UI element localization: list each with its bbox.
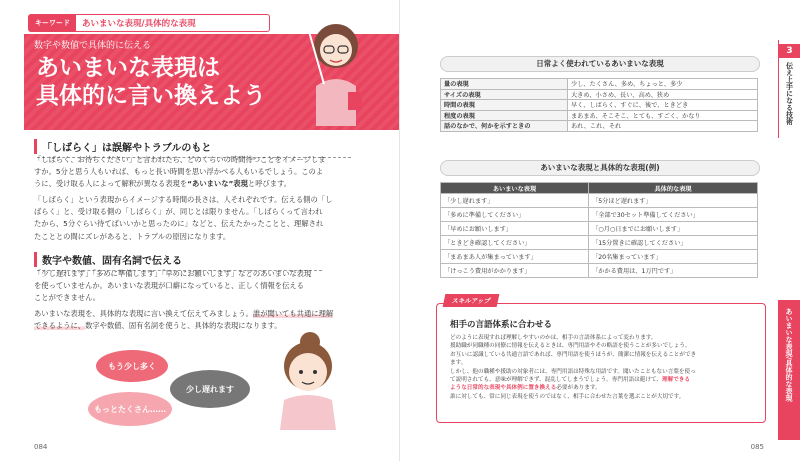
p1-line: すか。5分と思う人もいれば、もっと長い時間を思い浮かべる人もいるでしょう。このよ	[34, 167, 324, 177]
concrete-expression-cell: 「○月○日までにお願いします」	[589, 222, 758, 236]
p2-line: たこととの間にズレがあると、トラブルの原因になります。	[34, 231, 231, 241]
table1-examples: まあまあ、そこそこ、とても、すごく、かなり	[568, 110, 758, 121]
p1-line: 「しばらく、お待ちください」と言われたら、どのくらいの時間待つことをイメージしま	[34, 155, 326, 164]
concrete-expression-cell: 「全部で30セット準備してください」	[589, 208, 758, 222]
concrete-expression-cell: 「15分置きに確認してください」	[589, 236, 758, 250]
table2-header: あいまいな表現	[441, 183, 589, 194]
table1-category: 程度の表現	[441, 110, 568, 121]
skill-emphasis: ような日常的な表現や具体例に置き換える	[450, 385, 557, 392]
skill-up-text	[450, 334, 756, 401]
p1-text: うに、受け取る人によって解釈が異なる表現を	[34, 179, 188, 189]
table1-category: サイズの表現	[441, 89, 568, 100]
table1-category: 量の表現	[441, 79, 568, 90]
table2-row	[441, 194, 758, 208]
skill-line	[450, 384, 756, 392]
p4-text: 数字や数値、固有名詞を使うと、具体的な表現になります。	[85, 321, 282, 331]
table2-row	[441, 208, 758, 222]
skill-line: 誰に対しても、常に同じ表現を使うのではなく、相手に合わせた言葉を選ぶことが大切です。	[450, 393, 685, 400]
p2-line: ばらく」と、受け取る側の「しばらく」が、同じとは限りません。「しばらくって言われ	[34, 207, 323, 217]
paragraph-1	[34, 154, 376, 191]
section-title-text: 「しばらく」は誤解やトラブルのもと	[42, 143, 212, 154]
hero-subtitle: 数字や数値で具体的に伝える	[34, 41, 152, 51]
speech-bubble-more: もう少し多く	[96, 350, 168, 382]
section-title-shibaraku	[34, 139, 211, 154]
right-page	[400, 0, 800, 461]
table1-examples: 早く、しばらく、すぐに、後で、ときどき	[568, 100, 758, 111]
speech-bubble-lots: もっとたくさん……	[88, 392, 172, 426]
skill-text: 必要があります。	[556, 385, 601, 392]
skill-line: どのように表現すれば理解しやすいのかは、相手の言語体系によって変わります。	[450, 335, 657, 341]
vague-expression-cell: 「けっこう費用がかかります」	[441, 264, 589, 278]
table1-examples: 大きめ、小さめ、長い、高め、狭め	[568, 89, 758, 100]
vague-vs-concrete-table	[440, 182, 758, 278]
table1-examples: あれ、これ、それ	[568, 121, 758, 132]
vague-expression-cell: 「多めに準備してください」	[441, 208, 589, 222]
skill-line: 援助職が同職種の同僚に情報を伝えるときは、専門用語やその略語を使うことが多いでしょう。	[450, 343, 691, 350]
skill-line: お互いに認識している共通言語であれば、専門用語を使うほうが、簡潔に情報を伝えることができ	[450, 351, 697, 358]
chapter-tab	[778, 40, 800, 138]
table1-row	[441, 79, 758, 90]
keyword-text: あいまいな表現/具体的な表現	[82, 19, 196, 29]
p3-line: を使っていませんか。あいまいな表現が口癖になっていると、正しく情報を伝える	[34, 281, 304, 291]
table1-row	[441, 89, 758, 100]
concrete-expression-cell: 「かかる費用は、1万円です」	[589, 264, 758, 278]
table2-header: 具体的な表現	[589, 183, 758, 194]
section-title-text: 数字や数値、固有名詞で伝える	[42, 256, 182, 267]
vague-expression-cell: 「ときどき確認してください」	[441, 236, 589, 250]
teacher-illustration	[296, 16, 374, 126]
skill-text: て説明されても、意味が理解できず、混乱してしまうでしょう。専門用語は避けて、	[450, 377, 663, 384]
chapter-label: 伝え上手になる技術	[785, 62, 794, 125]
vague-expressions-table	[440, 78, 758, 132]
p2-line: たから、5分ぐらい待てばいいかと思ったのに」などと、伝えたかったことと、理解され	[34, 219, 324, 229]
keyword-tag: キーワード	[29, 15, 76, 31]
table1-examples: 少し、たくさん、多め、ちょっと、多少	[568, 79, 758, 90]
table2-row	[441, 264, 758, 278]
p4-text: あいまいな表現を、具体的な表現に言い換えて伝えてみましょう。	[34, 309, 253, 318]
section-title-numbers	[34, 252, 182, 267]
skill-emphasis: 理解できる	[662, 377, 690, 384]
vague-expression-cell: 「少し遅れます」	[441, 194, 589, 208]
concrete-expression-cell: 「20名集まっています」	[589, 250, 758, 264]
table1-title: 日常よく使われているあいまいな表現	[440, 56, 760, 72]
p4-line	[34, 308, 376, 320]
page-number-left: 084	[34, 443, 48, 451]
hero-title	[36, 54, 266, 110]
hero-title-line-1: あいまいな表現は	[36, 55, 220, 81]
p3-line: 「少し遅れます」「多めに準備します」「早めにお願いします」などのあいまいな表現	[34, 269, 312, 278]
table2-row	[441, 222, 758, 236]
skill-line: ます。	[450, 360, 467, 367]
table2-title: あいまいな表現と具体的な表現(例)	[440, 160, 760, 176]
table1-category: 話のなかで、何かを示すときの	[441, 121, 568, 132]
paragraph-2	[34, 194, 376, 243]
table1-category: 時間の表現	[441, 100, 568, 111]
table1-row	[441, 100, 758, 111]
hero-title-line-2: 具体的に言い換えよう	[36, 83, 266, 109]
skill-line: しかし、他の職種や援助の対象者には、専門用語は特殊な用語です。聞いたこともない言葉を使っ	[450, 368, 696, 375]
table1-row	[441, 110, 758, 121]
side-index-tab: あいまいな表現/具体的な表現	[778, 300, 800, 440]
vague-expression-cell: 「早めにお願いします」	[441, 222, 589, 236]
concrete-expression-cell: 「5分ほど遅れます」	[589, 194, 758, 208]
page-number-right: 085	[750, 443, 764, 451]
p1-bold: “あいまいな”表現	[187, 179, 248, 189]
table2-row	[441, 250, 758, 264]
vague-expression-cell: 「まあまあ人が集まっています」	[441, 250, 589, 264]
paragraph-3	[34, 268, 376, 305]
p2-line: 「しばらく」という表現からイメージする時間の長さは、人それぞれです。伝える側の「し	[34, 195, 333, 204]
skill-up-title: 相手の言語体系に合わせる	[450, 320, 553, 330]
p1-line	[34, 178, 376, 190]
p4-highlight: できるように、	[34, 321, 86, 331]
speech-bubble-late: 少し遅れます	[170, 370, 250, 408]
p4-highlight: 誰が聞いても共通に理解	[252, 309, 334, 318]
girl-illustration	[266, 320, 346, 430]
table1-row	[441, 121, 758, 132]
table2-row	[441, 236, 758, 250]
skill-up-tag: スキルアップ	[443, 294, 500, 307]
p3-line: ことができません。	[34, 293, 101, 303]
p1-text: と呼びます。	[247, 179, 292, 189]
skill-line	[450, 376, 756, 384]
chapter-number: 3	[779, 44, 800, 58]
keyword-bar	[28, 14, 270, 32]
